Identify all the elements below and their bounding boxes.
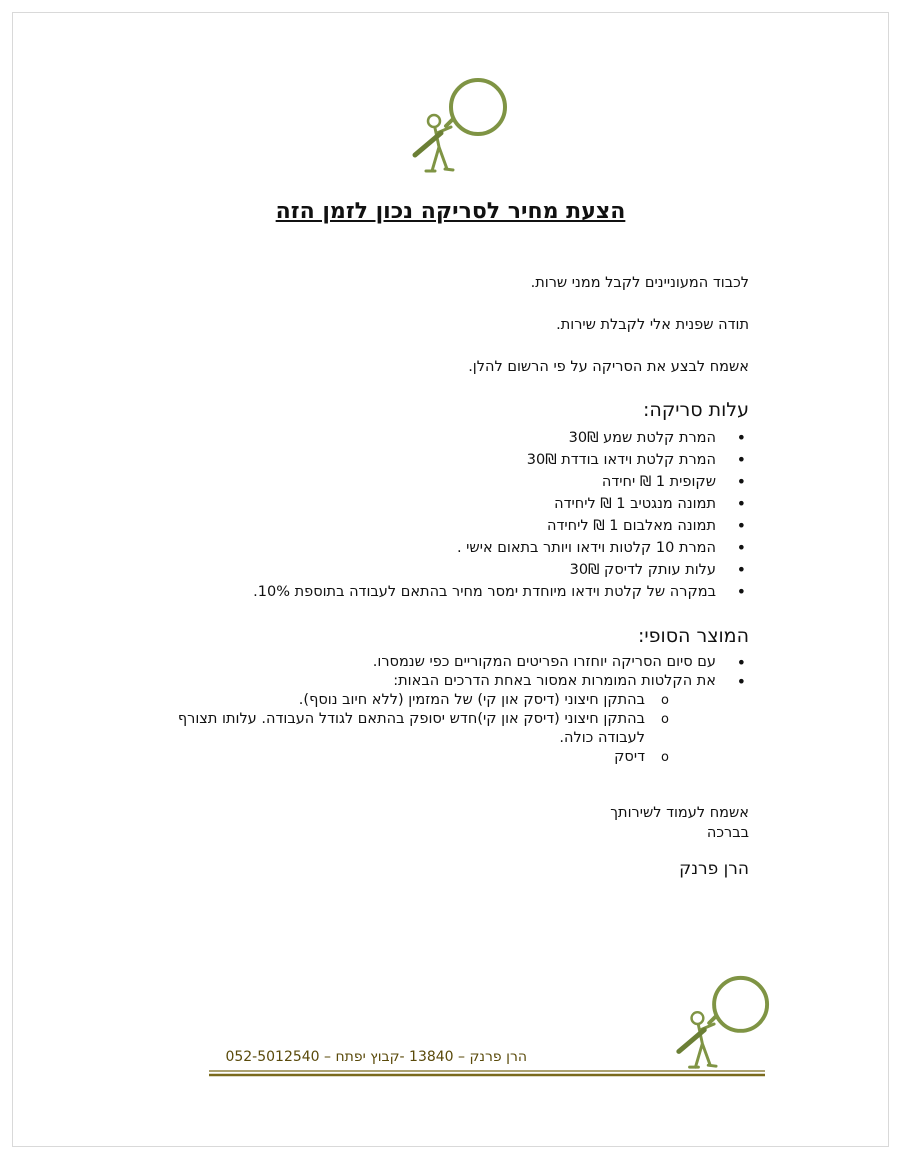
list-item: • במקרה של קלטת וידאו מיוחדת ימסר מחיר בהתאם לעבודה בתוספת 10%. (253, 581, 716, 603)
list-item: • את הקלטות המומרות אמסור באחת הדרכים הבאות: (373, 672, 716, 691)
magnifier-figure-logo (665, 971, 775, 1075)
closing-line: אשמח לעמוד לשירותך (610, 805, 749, 821)
product-heading: המוצר הסופי: (638, 625, 749, 647)
list-item: • המרת 10 קלטות וידאו ויותר בתאום אישי . (253, 537, 716, 559)
footer-divider (209, 1069, 765, 1079)
footer-contact: הרן פרנק – 13840 -קבוץ יפתח – 052-5012540 (225, 1049, 527, 1065)
greeting-line: לכבוד המעוניינים לקבל ממני שרות. (530, 275, 749, 291)
signature-name: הרן פרנק (679, 859, 749, 879)
list-item: • עם סיום הסריקה יוחזרו הפריטים המקוריים כפי שנמסרו. (373, 653, 716, 672)
list-item: o דיסק (139, 748, 749, 767)
costs-list (253, 427, 749, 603)
list-item: o בהתקן חיצוני (דיסק און קי)חדש יסופק בהתאם לגודל העבודה. עלותו תצורף לעבודה כולה. (139, 710, 749, 748)
list-item: • שקופית 1 ₪ יחידה (253, 471, 716, 493)
document-page (12, 12, 889, 1147)
list-item: • המרת קלטת וידאו בודדת 30₪ (253, 449, 716, 471)
list-item: • תמונה מאלבום 1 ₪ ליחידה (253, 515, 716, 537)
list-item: • המרת קלטת שמע 30₪ (253, 427, 716, 449)
list-item: • עלות עותק לדיסק 30₪ (253, 559, 716, 581)
list-item: • תמונה מנגטיב 1 ₪ ליחידה (253, 493, 716, 515)
list-item: o בהתקן חיצוני (דיסק און קי) של המזמין (ללא חיוב נוסף). (139, 691, 749, 710)
costs-heading: עלות סריקה: (643, 399, 749, 421)
regards-line: בברכה (706, 825, 749, 841)
magnifier-figure-logo (401, 73, 513, 179)
thanks-line: תודה שפנית אלי לקבלת שירות. (556, 317, 749, 333)
offer-line: אשמח לבצע את הסריקה על פי הרשום להלן. (468, 359, 749, 375)
delivery-options-list (139, 691, 749, 767)
product-list (373, 653, 749, 691)
page-title: הצעת מחיר לסריקה נכון לזמן הזה (275, 199, 626, 224)
